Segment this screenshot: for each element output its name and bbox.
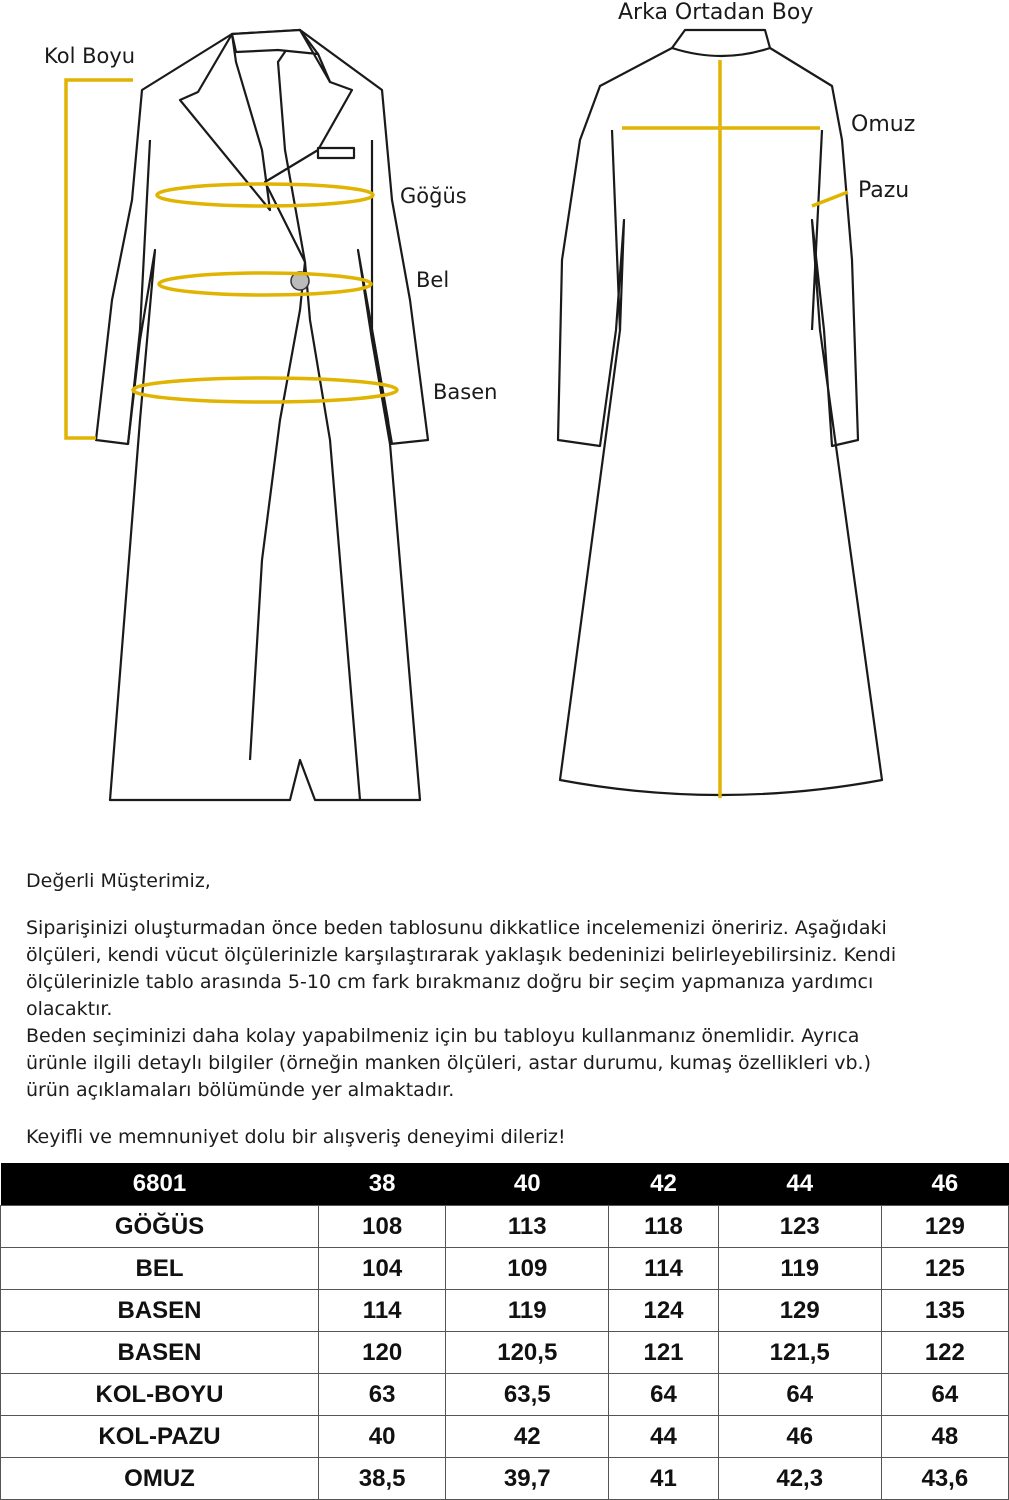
row-label: BEL	[1, 1248, 319, 1290]
table-header-row	[1, 1163, 1009, 1206]
table-cell: 40	[319, 1416, 446, 1458]
closing: Keyifli ve memnuniyet dolu bir alışveriş deneyimi dileriz!	[26, 1126, 566, 1148]
table-row	[1, 1374, 1009, 1416]
table-cell: 120	[319, 1332, 446, 1374]
table-cell: 114	[609, 1248, 719, 1290]
table-cell: 125	[881, 1248, 1008, 1290]
table-row	[1, 1206, 1009, 1248]
label-pazu: Pazu	[858, 178, 910, 203]
table-row	[1, 1248, 1009, 1290]
header-cell: 40	[446, 1163, 609, 1206]
table-cell: 42,3	[718, 1458, 881, 1500]
table-cell: 119	[446, 1290, 609, 1332]
row-label: KOL-BOYU	[1, 1374, 319, 1416]
row-label: BASEN	[1, 1290, 319, 1332]
label-kol-boyu: Kol Boyu	[44, 44, 136, 68]
table-cell: 119	[718, 1248, 881, 1290]
table-cell: 64	[609, 1374, 719, 1416]
table-cell: 123	[718, 1206, 881, 1248]
paragraph2-line: ürünle ilgili detaylı bilgiler (örneğin manken ölçüleri, astar durumu, kumaş özellikleri vb.)	[26, 1052, 871, 1074]
label-gogus: Göğüs	[400, 184, 467, 208]
table-cell: 38,5	[319, 1458, 446, 1500]
table-cell: 113	[446, 1206, 609, 1248]
paragraph2-line: ürün açıklamaları bölümünde yer almaktadır.	[26, 1079, 455, 1101]
table-cell: 109	[446, 1248, 609, 1290]
label-omuz: Omuz	[851, 112, 916, 137]
row-label: OMUZ	[1, 1458, 319, 1500]
row-label: BASEN	[1, 1332, 319, 1374]
label-basen: Basen	[433, 380, 498, 404]
table-row	[1, 1416, 1009, 1458]
size-table	[0, 1163, 1009, 1500]
front-coat-icon	[96, 30, 428, 800]
table-cell: 43,6	[881, 1458, 1008, 1500]
header-cell: 38	[319, 1163, 446, 1206]
table-cell: 42	[446, 1416, 609, 1458]
table-cell: 48	[881, 1416, 1008, 1458]
table-cell: 122	[881, 1332, 1008, 1374]
paragraph1-line: ölçülerinizle tablo arasında 5-10 cm fark bırakmanız doğru bir seçim yapmanıza yardımcı	[26, 971, 874, 993]
table-cell: 120,5	[446, 1332, 609, 1374]
table-cell: 46	[718, 1416, 881, 1458]
table-cell: 121	[609, 1332, 719, 1374]
table-row	[1, 1332, 1009, 1374]
table-cell: 39,7	[446, 1458, 609, 1500]
table-cell: 104	[319, 1248, 446, 1290]
paragraph1-line: olacaktır.	[26, 998, 113, 1020]
customer-notice	[26, 868, 986, 1151]
table-cell: 114	[319, 1290, 446, 1332]
label-arka-ortadan-boy: Arka Ortadan Boy	[618, 0, 814, 25]
table-cell: 63,5	[446, 1374, 609, 1416]
table-cell: 118	[609, 1206, 719, 1248]
row-label: GÖĞÜS	[1, 1206, 319, 1248]
header-cell: 6801	[1, 1163, 319, 1206]
table-row	[1, 1458, 1009, 1500]
paragraph1-line: ölçüleri, kendi vücut ölçülerinizle karşılaştırarak yaklaşık bedeninizi belirleyebilirsiniz. Kendi	[26, 944, 897, 966]
paragraph1-line: Siparişinizi oluşturmadan önce beden tablosunu dikkatlice incelemenizi öneririz. Aşağıdaki	[26, 917, 887, 939]
table-cell: 124	[609, 1290, 719, 1332]
row-label: KOL-PAZU	[1, 1416, 319, 1458]
table-cell: 129	[718, 1290, 881, 1332]
table-row	[1, 1290, 1009, 1332]
table-cell: 41	[609, 1458, 719, 1500]
table-cell: 121,5	[718, 1332, 881, 1374]
label-bel: Bel	[416, 268, 450, 292]
header-cell: 44	[718, 1163, 881, 1206]
table-cell: 63	[319, 1374, 446, 1416]
table-cell: 64	[718, 1374, 881, 1416]
header-cell: 46	[881, 1163, 1008, 1206]
paragraph2-line: Beden seçiminizi daha kolay yapabilmeniz için bu tabloyu kullanmanız önemlidir. Ayrıca	[26, 1025, 860, 1047]
table-cell: 108	[319, 1206, 446, 1248]
header-cell: 42	[609, 1163, 719, 1206]
table-cell: 135	[881, 1290, 1008, 1332]
table-cell: 129	[881, 1206, 1008, 1248]
greeting: Değerli Müşterimiz,	[26, 870, 211, 892]
table-cell: 64	[881, 1374, 1008, 1416]
table-cell: 44	[609, 1416, 719, 1458]
